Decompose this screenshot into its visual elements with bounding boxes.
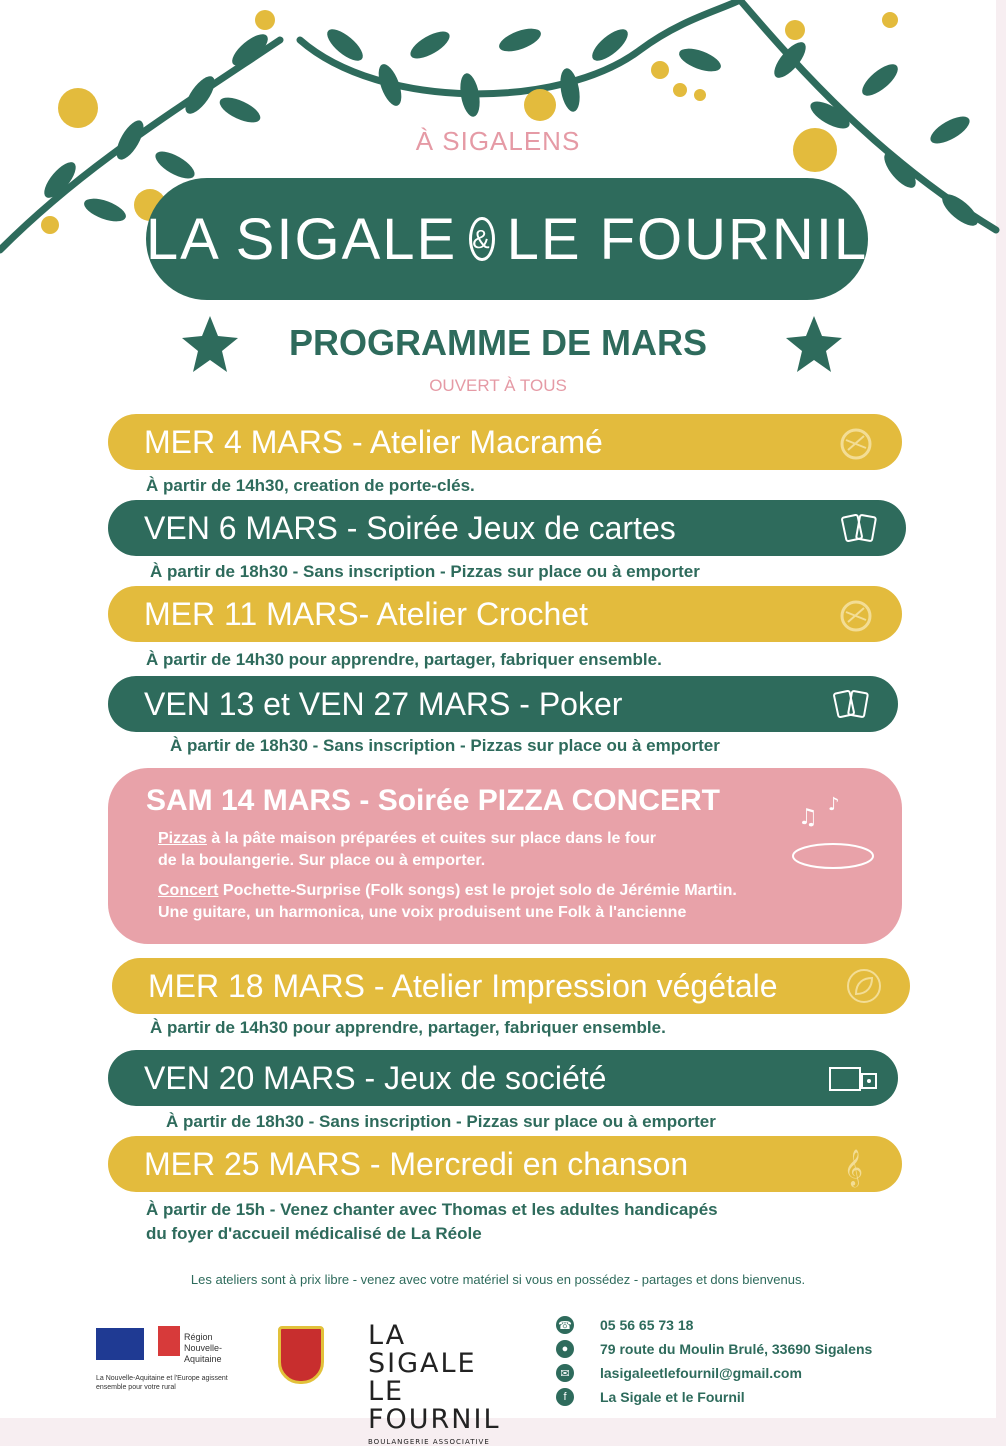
pizza-music-icon	[788, 784, 878, 874]
event-banner	[108, 500, 906, 556]
event-detail: À partir de 14h30 pour apprendre, partager, fabriquer ensemble.	[146, 650, 662, 669]
event-banner	[108, 414, 902, 470]
concert-text-line2: Une guitare, un harmonica, une voix produisent une Folk à l'ancienne	[158, 904, 687, 921]
event-banner	[108, 1136, 902, 1192]
contact-email[interactable]: ✉ lasigaleetlefournil@gmail.com	[556, 1362, 802, 1384]
event-detail: À partir de 14h30, creation de porte-clés.	[146, 476, 475, 495]
title-banner	[146, 178, 868, 300]
pizza-label: Pizzas	[158, 830, 207, 847]
event-banner	[108, 1050, 898, 1106]
programme-title: PROGRAMME DE MARS	[288, 322, 707, 363]
event-detail: À partir de 15h - Venez chanter avec Thomas et les adultes handicapés	[146, 1200, 718, 1219]
contact-phone[interactable]: ☎ 05 56 65 73 18	[556, 1314, 693, 1336]
treble-clef-icon	[836, 1144, 876, 1184]
contact-facebook[interactable]: f La Sigale et le Fournil	[556, 1386, 745, 1408]
event-banner	[108, 586, 902, 642]
pizza-text: à la pâte maison préparées et cuites sur place dans le four	[206, 830, 656, 847]
concert-title: SAM 14 MARS - Soirée PIZZA CONCERT	[146, 784, 720, 817]
event-title: MER 4 MARS - Atelier Macramé	[144, 423, 603, 460]
yarn-icon	[836, 594, 876, 634]
svg-text:♫: ♫	[798, 805, 818, 830]
concert-label: Concert	[158, 882, 219, 899]
ampersand-badge: &	[469, 217, 494, 261]
event-title: MER 25 MARS - Mercredi en chanson	[144, 1145, 689, 1182]
event-title: MER 11 MARS- Atelier Crochet	[144, 595, 588, 632]
email-icon: ✉	[556, 1364, 574, 1382]
event-banner	[112, 958, 910, 1014]
concert-text: Pochette-Surprise (Folk songs) est le projet solo de Jérémie Martin.	[218, 882, 737, 899]
svg-text:♪: ♪	[828, 794, 840, 815]
contact-address[interactable]: ● 79 route du Moulin Brulé, 33690 Sigalens	[556, 1338, 872, 1360]
event-title: MER 18 MARS - Atelier Impression végétale	[148, 967, 778, 1004]
event-detail: À partir de 18h30 - Sans inscription - Pizzas sur place ou à emporter	[170, 736, 720, 755]
facebook-icon: f	[556, 1388, 574, 1406]
svg-text:𝄞: 𝄞	[844, 1148, 863, 1186]
phone-icon: ☎	[556, 1316, 574, 1334]
event-banner	[108, 676, 898, 732]
event-title: VEN 6 MARS - Soirée Jeux de cartes	[144, 509, 676, 546]
eu-flag-logo	[96, 1328, 144, 1360]
footer-note: Les ateliers sont à prix libre - venez avec votre matériel si vous en possédez - partages et dons bienvenus.	[190, 1272, 806, 1287]
event-detail: À partir de 18h30 - Sans inscription - Pizzas sur place ou à emporter	[166, 1112, 716, 1131]
title-part1: LA SIGALE	[145, 206, 458, 272]
event-title: VEN 20 MARS - Jeux de société	[144, 1059, 607, 1096]
yarn-icon	[836, 422, 876, 462]
region-logo: Région Nouvelle-Aquitaine	[158, 1326, 238, 1364]
title-part2: LE FOURNIL	[506, 206, 869, 272]
location-pin-icon: ●	[556, 1340, 574, 1358]
pizza-text-line2: de la boulangerie. Sur place ou à emporter.	[158, 852, 486, 869]
event-detail: À partir de 18h30 - Sans inscription - Pizzas sur place ou à emporter	[150, 562, 700, 581]
open-to-all-label: OUVERT À TOUS	[429, 376, 567, 395]
cards-icon	[832, 684, 872, 724]
location-label: À SIGALENS	[415, 126, 581, 156]
event-detail: À partir de 14h30 pour apprendre, partager, fabriquer ensemble.	[150, 1018, 666, 1037]
region-fine-print: La Nouvelle-Aquitaine et l'Europe agissent ensemble pour votre rural	[96, 1375, 228, 1391]
sigalens-crest-logo	[278, 1326, 324, 1384]
cards-icon	[840, 508, 880, 548]
concert-card	[108, 768, 902, 944]
board-game-icon	[826, 1058, 882, 1098]
leaf-icon	[844, 966, 884, 1006]
event-title: VEN 13 et VEN 27 MARS - Poker	[144, 685, 623, 722]
brand-logo: LA SIGALE LE FOURNIL BOULANGERIE ASSOCIATIVE	[368, 1320, 501, 1446]
event-detail-line2: du foyer d'accueil médicalisé de La Réole	[146, 1224, 482, 1243]
